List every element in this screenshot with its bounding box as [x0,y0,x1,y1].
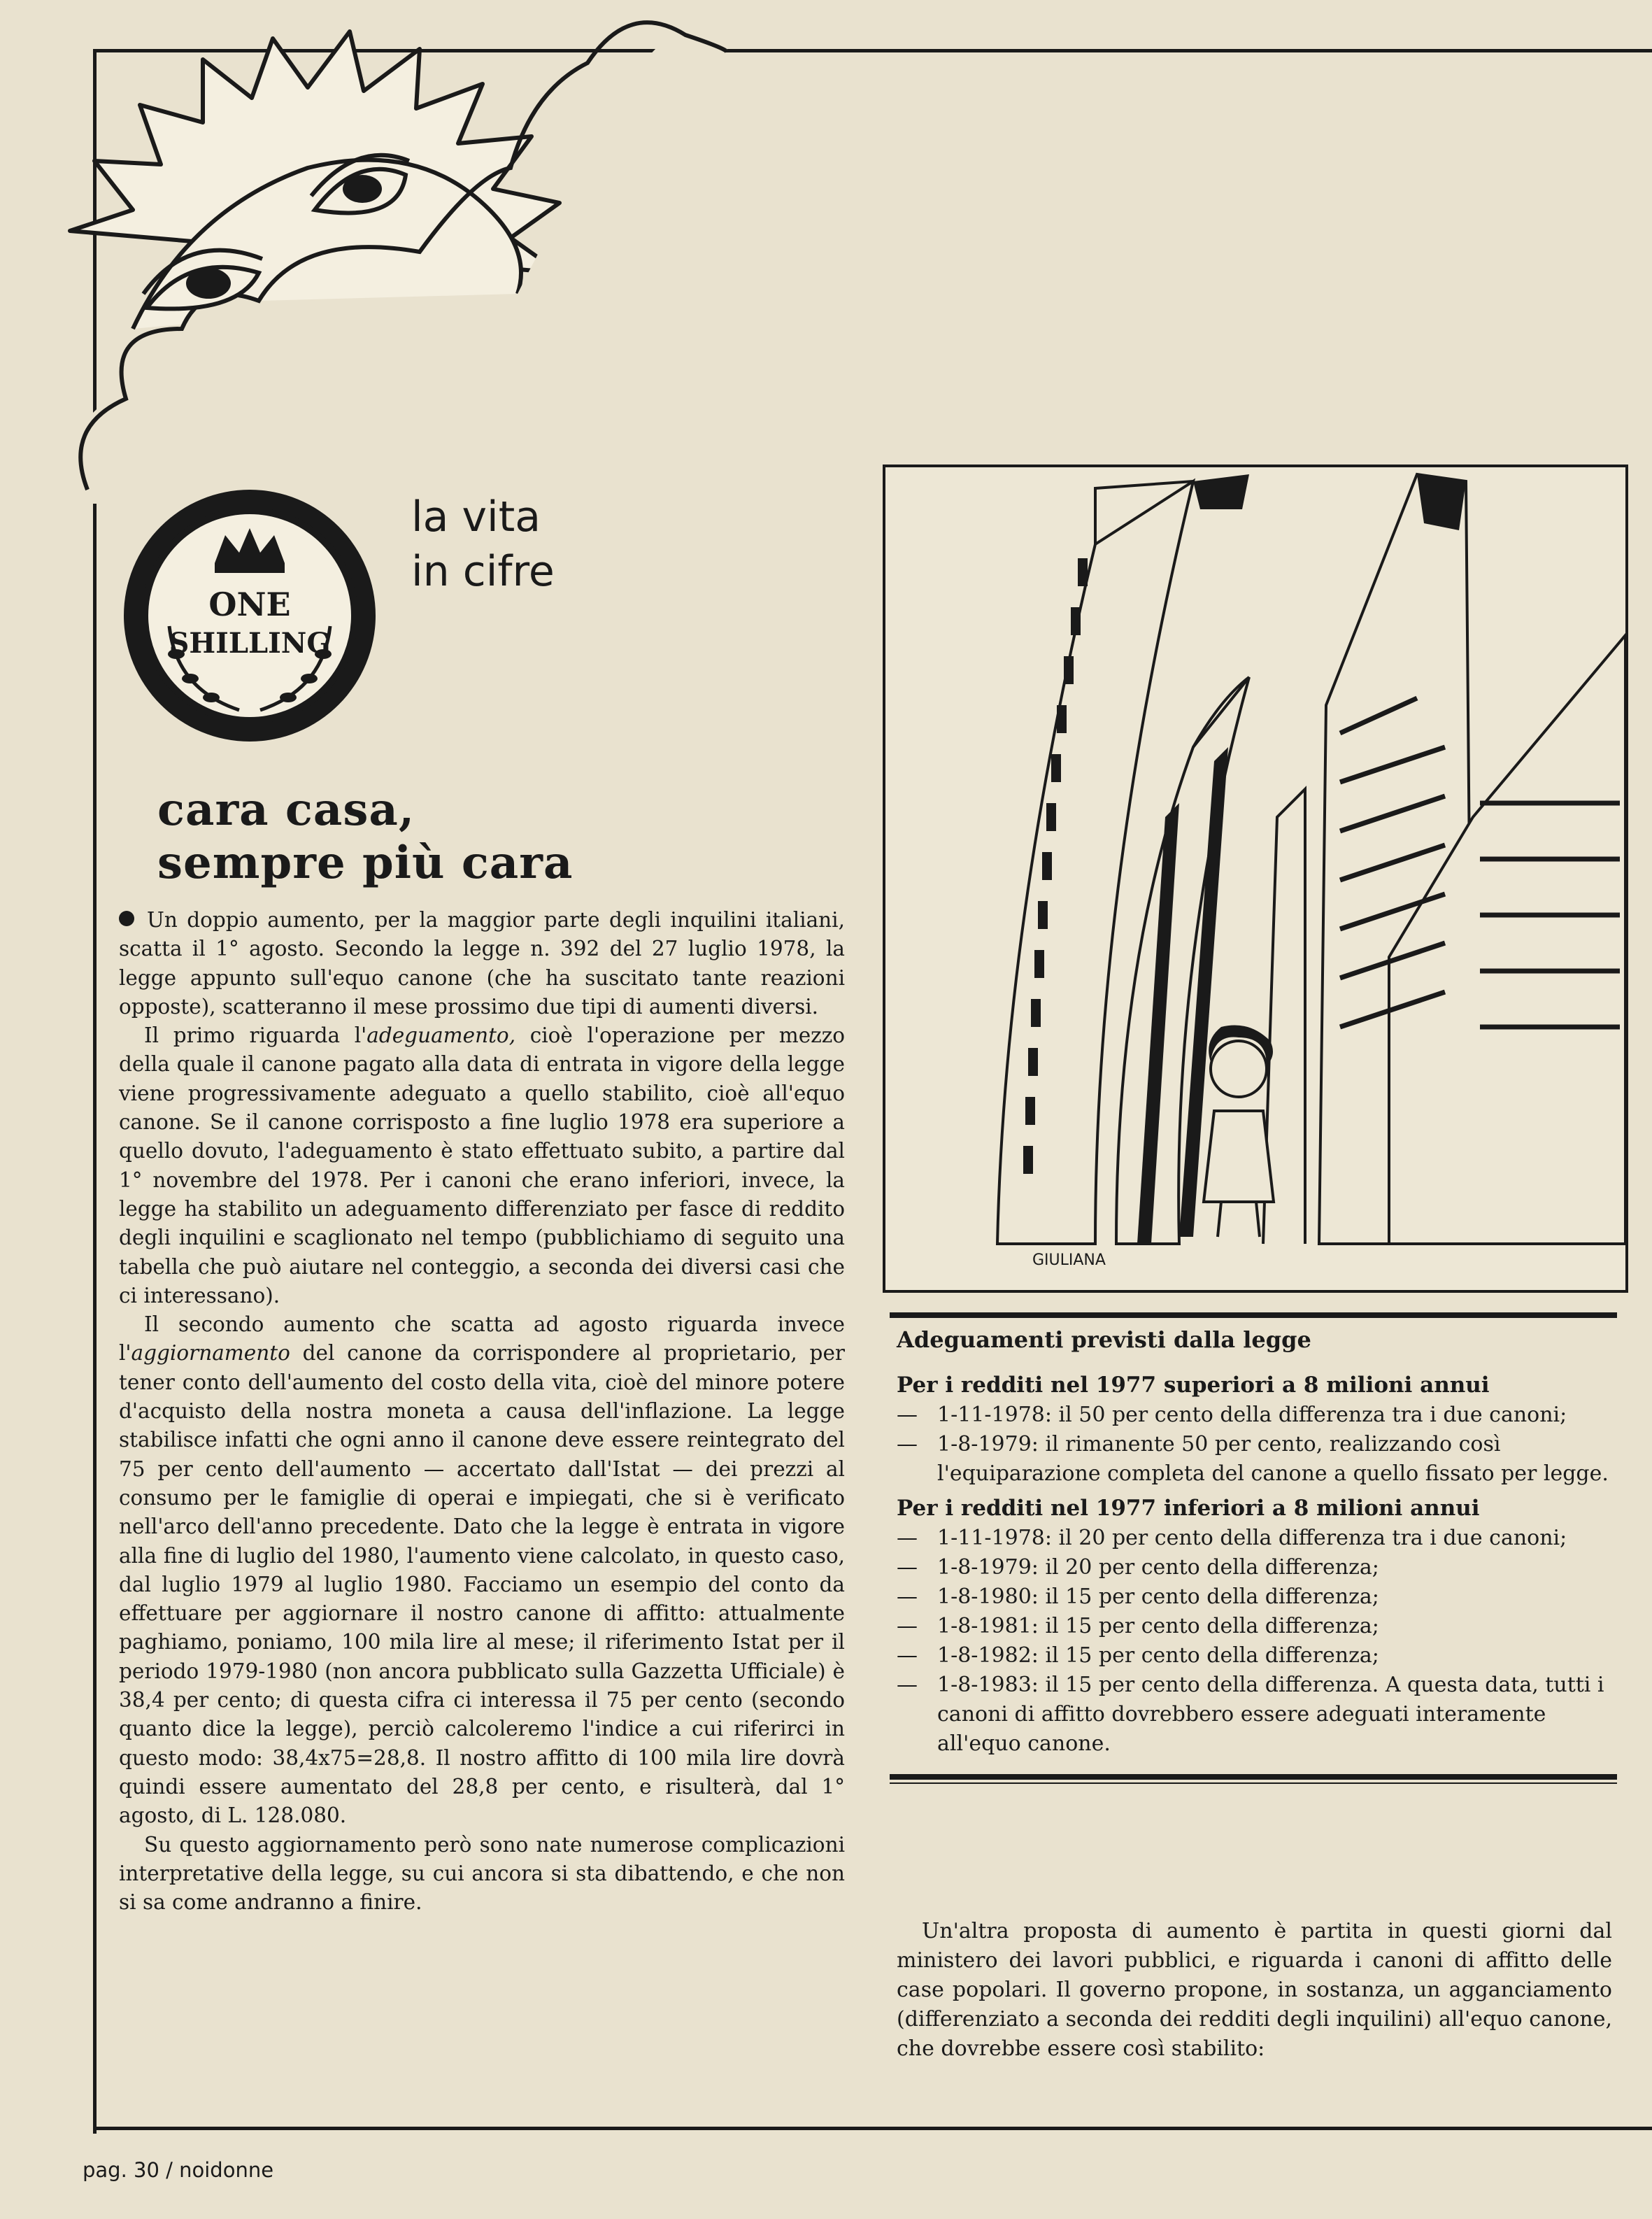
cartoon-signature: GIULIANA [1032,1252,1106,1269]
cartoon-illustration [883,465,1628,1293]
list-item [890,1641,1617,1671]
bottom-rule [93,2127,1652,2130]
section-title [411,490,555,599]
paragraph-1-text: Un doppio aumento, per la maggior parte degli inquilini italiani, scatta il 1° agosto. Secondo la legge n. 392 del 27 luglio 1978, la legge appunto sull'equo canone (che ha suscitato tante reazioni opposte), scatteranno il mese prossimo due tipi di aumenti diversi. [119,908,845,1019]
paragraph-3-emphasis: aggiornamento [131,1341,290,1366]
page-footer: pag. 30 / noidonne [83,2158,274,2182]
paragraph-2 [119,1021,845,1310]
dash-glyph: — [897,1432,918,1456]
dash-glyph: — [897,1555,918,1580]
list-item-text: 1-8-1980: il 15 per cento della differenza; [937,1585,1379,1609]
list-item-text: 1-8-1979: il 20 per cento della differenza; [937,1555,1379,1580]
article-title-line2: sempre più cara [157,837,574,889]
list-item-text: 1-8-1979: il rimanente 50 per cento, realizzando così l'equiparazione completa del canone a quello fissato per legge. [937,1432,1609,1486]
coin-text-one: ONE [208,586,291,623]
dash-glyph: — [897,1585,918,1609]
box-title: Adeguamenti previsti dalla legge [897,1326,1311,1353]
section-title-line1: la vita [411,492,541,541]
dash-glyph: — [897,1403,918,1427]
paragraph-2-text-b: cioè l'operazione per mezzo della quale il canone pagato alla data di entrata in vigore della legge viene progressivamente adeguato a quello stabilito, cioè all'equo canone. Se il canone corrisposto a fine luglio 1978 era superiore a quello dovuto, l'adeguamento è stato effettuato subito, a partire dal 1° novembre del 1978. Per i canoni che erano inferiori, invece, la legge ha stabilito un adeguamento differenziato per fasce di reddito degli inquilini e scaglionato nel tempo (pubblichiamo di seguito una tabella che può aiutare nel conteggio, a seconda dei diversi casi che ci interessano). [119,1023,846,1307]
list-item [890,1612,1617,1641]
bullet-icon [119,911,134,926]
list-item-text: 1-11-1978: il 50 per cento della differenza tra i due canoni; [937,1403,1567,1427]
dash-glyph: — [897,1643,918,1668]
article-title [157,784,573,890]
group-1-title: Per i redditi nel 1977 superiori a 8 milioni annui [897,1373,1490,1398]
paragraph-4: Su questo aggiornamento però sono nate numerose complicazioni interpretative della legge, su cui ancora si sta dibattendo, e che non si sa come andranno a finire. [119,1832,845,1915]
group-2-title: Per i redditi nel 1977 inferiori a 8 milioni annui [897,1496,1480,1521]
box-top-rule [890,1312,1617,1318]
list-item [890,1524,1617,1553]
paragraph-3 [119,1310,845,1830]
list-item-text: 1-8-1982: il 15 per cento della differenza; [937,1643,1379,1668]
paragraph-3-text-a: Il secondo aumento che scatta ad agosto riguarda invece l' [119,1312,845,1366]
paragraph-2-text-a: Il primo riguarda l' [144,1023,367,1048]
list-item-text: 1-8-1981: il 15 per cento della differenza; [937,1614,1379,1638]
closing-paragraph: Un'altra proposta di aumento è partita in questi giorni dal ministero dei lavori pubblici, e riguarda i canoni di affitto delle case popolari. Il governo propone, in sostanza, un agganciamento (differenziato a seconda dei redditi degli inquilini) all'equo canone, che dovrebbe essere così stabilito: [897,1919,1612,2061]
list-item [890,1582,1617,1612]
paragraph-1 [119,906,845,1021]
sun-illustration [28,0,727,504]
list-item [890,1430,1617,1489]
cartoon-drawing [885,467,1625,1290]
box-bottom-rule [890,1774,1617,1784]
group-2-list [890,1524,1617,1759]
coin-text-shilling: SHILLING [169,627,331,660]
dash-glyph: — [897,1614,918,1638]
group-1-list [890,1401,1617,1489]
dash-glyph: — [897,1526,918,1550]
paragraph-2-emphasis: adeguamento, [366,1023,516,1048]
paragraph-3-text-b: del canone da corrispondere al proprietario, per tener conto dell'aumento del costo della vita, cioè del minore potere d'acquisto della nostra moneta a causa dell'inflazione. La legge stabilisce infatti che ogni anno il canone deve essere reintegrato del 75 per cento dell'aumento — accertato dall'Istat — dei prezzi al consumo per le famiglie di operai e impiegati, che si è verificato nell'arco dell'anno precedente. Dato che la legge è entrata in vigore alla fine di luglio del 1980, l'aumento viene calcolato, in questo caso, dal luglio 1979 al luglio 1980. Facciamo un esempio del conto da effettuare per aggiornare il nostro canone di affitto: attualmente paghiamo, poniamo, 100 mila lire al mese; il riferimento Istat per il periodo 1979-1980 (non ancora pubblicato sulla Gazzetta Ufficiale) è 38,4 per cento; di questa cifra ci interessa il 75 per cento (secondo quanto dice la legge), perciò calcoleremo l'indice a cui riferirci in questo modo: 38,4x75=28,8. Il nostro affitto di 100 mila lire dovrà quindi essere aumentato del 28,8 per cento, e risulterà, dal 1° agosto, di L. 128.080. [119,1341,845,1828]
list-item [890,1553,1617,1582]
list-item-text: 1-8-1983: il 15 per cento della differenza. A questa data, tutti i canoni di affitto dovrebbero essere adeguati interamente all'equo canone. [937,1673,1604,1756]
list-item [890,1401,1617,1430]
dash-glyph: — [897,1673,918,1697]
adjustments-box [890,1312,1617,1784]
one-shilling-coin [120,486,379,745]
section-title-line2: in cifre [411,547,555,596]
article-body [119,906,845,1917]
list-item [890,1671,1617,1759]
article-title-line1: cara casa, [157,784,415,836]
list-item-text: 1-11-1978: il 20 per cento della differenza tra i due canoni; [937,1526,1567,1550]
